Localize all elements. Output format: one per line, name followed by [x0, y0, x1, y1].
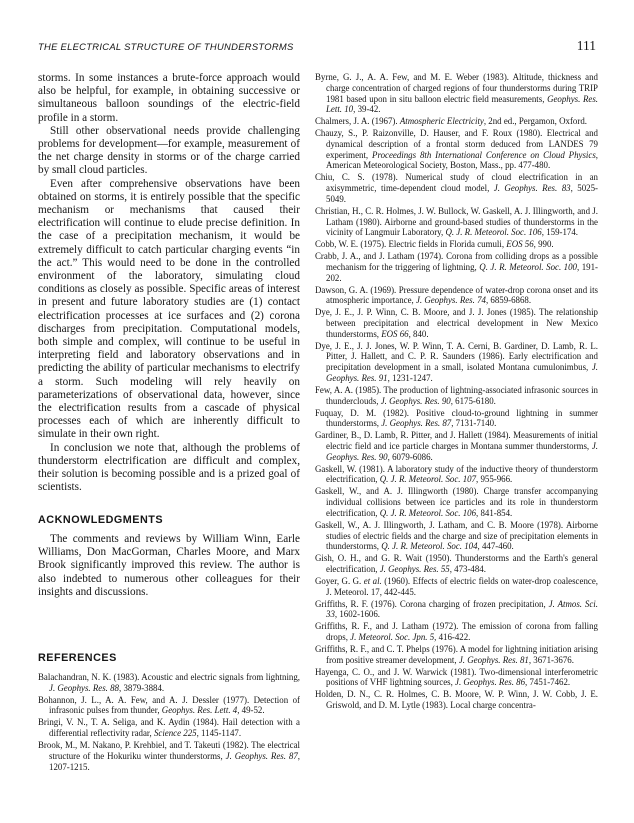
reference-pages: , 447-460. [477, 541, 514, 552]
reference-entry [315, 464, 598, 486]
reference-journal: J. Geophys. Res. 87 [225, 750, 298, 761]
reference-pages: , 990. [533, 239, 554, 250]
reference-entry [315, 430, 598, 462]
running-title: THE ELECTRICAL STRUCTURE OF THUNDERSTORMS [38, 41, 294, 52]
references-right-list [315, 72, 598, 712]
reference-text: Fuquay, D. M. (1982). Positive cloud-to-ground lightning in summer thunderstorms, [315, 407, 598, 429]
reference-journal: Q. J. R. Meteorol. Soc. 107 [379, 474, 477, 485]
references-left-list [38, 672, 300, 774]
reference-journal: EOS 56 [506, 239, 534, 250]
reference-journal: Q. J. R. Meteorol. Soc. 106 [379, 507, 477, 518]
page-number: 111 [576, 38, 596, 53]
reference-entry [315, 689, 598, 711]
reference-journal: J. Geophys. Res. 83 [493, 183, 571, 194]
reference-pages: , 473-484. [449, 564, 486, 574]
reference-text: Goyer, G. G. [315, 575, 364, 586]
reference-text: Crabb, J. A., and J. Latham (1974). Corona from colliding drops as a possible mechanism for the triggering of lightning, [315, 251, 598, 272]
reference-pages: , American Meteorological Society, Boston, Mass., pp. 477-480. [326, 149, 598, 171]
reference-journal: J. Geophys. Res. 91 [326, 362, 598, 383]
reference-entry [315, 307, 598, 339]
reference-pages: , 7451-7462. [525, 677, 571, 688]
reference-entry [315, 251, 598, 283]
reference-text: Chiu, C. S. (1978). Numerical study of cloud electrification in an axisymmetric, time-dependent cloud model, [315, 172, 598, 194]
reference-journal: J. Geophys. Res. 87 [381, 418, 452, 429]
reference-journal: J. Geophys. Res. 90 [380, 395, 451, 406]
reference-pages: , 1602-1606. [334, 609, 380, 620]
reference-text: Holden, D. N., C. R. Holmes, C. B. Moore, W. P. Winn, J. W. Cobb, J. E. Griswold, and D. M. Lytle (1983). Local charge concentra- [315, 689, 598, 711]
left-column-body [38, 72, 300, 495]
reference-entry [38, 717, 300, 739]
reference-pages: , 5025-5049. [326, 183, 598, 204]
reference-pages: , 955-966. [476, 474, 513, 485]
reference-journal: Atmospheric Electricity [399, 116, 484, 127]
reference-journal: Geophys. Res. Lett. 4 [161, 705, 238, 716]
reference-entry [38, 740, 300, 772]
reference-pages: , 49-52. [237, 705, 265, 716]
reference-entry [38, 695, 300, 717]
reference-pages: , 416-422. [434, 632, 471, 643]
reference-text: Hayenga, C. O., and J. W. Warwick (1981). Two-dimensional interferometric positions of VHF lightning sources, [315, 666, 598, 688]
acknowledgments-text: The comments and reviews by William Winn, Earle Williams, Don MacGorman, Charles Moore, and Marx Brook significantly improved this review. The author is also indebted to numerous other colleagues for their insights and discussions. [38, 533, 300, 598]
reference-journal: J. Geophys. Res. 88 [49, 682, 119, 693]
reference-entry [315, 408, 598, 430]
reference-entry [315, 621, 598, 643]
reference-entry [315, 553, 598, 575]
reference-text: Griffiths, R. F., and C. T. Phelps (1976). A model for lightning initiation arising from positive streamer development, [315, 644, 598, 665]
reference-journal: J. Geophys. Res. 90 [326, 441, 598, 462]
reference-text: Griffiths, R. F., and J. Latham (1972). The emission of corona from falling drops, [315, 621, 598, 643]
reference-text: Gish, O. H., and G. R. Wait (1950). Thunderstorms and the Earth's general electrification, [315, 553, 598, 574]
reference-pages: , 6175-6180. [450, 395, 496, 406]
reference-text: Bohannon, J. L., A. A. Few, and A. J. Dessler (1977). Detection of infrasonic pulses from thunder, [38, 694, 300, 716]
reference-pages: (1960). Effects of electric fields on water-drop coalescence, J. Meteorol. 17, 442-445. [326, 575, 598, 597]
reference-entry [315, 172, 598, 204]
body-paragraph: storms. In some instances a brute-force approach would also be helpful, for example, in obtaining successive or simultaneous balloon soundings of the electric-field profile in a storm. [38, 72, 300, 124]
page-header [38, 38, 596, 57]
reference-pages: , 841-854. [476, 507, 513, 518]
reference-journal: Q. J. R. Meteorol. Soc. 100 [479, 261, 577, 272]
reference-pages: , 3879-3884. [119, 682, 165, 693]
reference-text: Few, A. A. (1985). The production of lightning-associated infrasonic sources in thunderclouds, [315, 384, 598, 406]
reference-entry [315, 385, 598, 407]
reference-text: Balachandran, N. K. (1983). Acoustic and electric signals from lightning, [38, 672, 300, 682]
reference-journal: J. Geophys. Res. 74 [415, 295, 486, 306]
reference-pages: , 39-42. [353, 104, 381, 115]
reference-entry [315, 239, 598, 250]
reference-journal: J. Meteorol. Soc. Jpn. 5 [350, 632, 435, 643]
reference-journal: J. Atmos. Sci. 33 [326, 598, 598, 620]
reference-pages: , 191-202. [326, 261, 598, 283]
reference-text: Chalmers, J. A. (1967). [315, 116, 400, 127]
reference-entry [315, 128, 598, 171]
reference-journal: J. Geophys. Res. 86 [455, 677, 526, 688]
reference-journal: et al. [363, 575, 382, 586]
reference-entry [315, 341, 598, 384]
reference-text: Dye, J. E., J. J. Jones, W. P. Winn, T. A. Cerni, B. Gardiner, D. Lamb, R. L. Pitter, J. Hallett, and C. P. R. Saunders (1986). Early electrification and precipitation development in a small, isolated Montana cumulonimbus, [315, 340, 598, 373]
reference-journal: J. Geophys. Res. 55 [379, 564, 450, 574]
reference-text: Dye, J. E., J. P. Winn, C. B. Moore, and J. J. Jones (1985). The relationship between precipitation and electrical development in New Mexico thunderstorms, [315, 307, 598, 339]
reference-text: Gardiner, B., D. Lamb, R. Pitter, and J. Hallett (1984). Measurements of initial electric field and ice particle charges in Montana summer thunderstorms, [315, 430, 598, 451]
reference-journal: EOS 66 [381, 328, 409, 339]
reference-entry [315, 576, 598, 598]
reference-pages: , 2nd ed., Pergamon, Oxford. [483, 116, 587, 127]
reference-entry [315, 285, 598, 307]
reference-text: Dawson, G. A. (1969). Pressure dependence of water-drop corona onset and its atmospheric importance, [315, 284, 598, 306]
reference-journal: J. Geophys. Res. 81 [458, 654, 529, 665]
reference-entry [315, 72, 598, 115]
reference-text: Gaskell, W., A. J. Illingworth, J. Latham, and C. B. Moore (1978). Airborne studies of electric fields and the charge and size of precipitation elements in thunderstorms, [315, 519, 598, 552]
reference-entry [315, 116, 598, 127]
reference-journal: Proceedings 8th International Conference on Cloud Physics [372, 149, 596, 160]
reference-pages: , 7131-7140. [451, 418, 497, 429]
reference-entry [315, 667, 598, 689]
body-paragraph: Even after comprehensive observations have been obtained on storms, it is entirely possible that the specific mechanism or mechanisms that caused their electrification will continue to elude precise definition. In the case of a precipitation mechanism, it would be extremely difficult to catch particular charging events “in the act.” This would need to be done in the controlled environment of the laboratory, simulating cloud conditions as closely as possible. Specific areas of interest in present and future laboratory studies are (1) contact electrification processes at ice surfaces and (2) corona discharges from precipitation. Computational models, both simple and complex, will continue to be useful in interpreting field and laboratory observations and in predicting the ability of particular mechanisms to electrify a storm. Such modeling will rely heavily on parameterizations of observational data, however, since the electrification results from a cascade of physical processes each of which are inherently difficult to simulate in their own right. [38, 177, 300, 441]
reference-text: Cobb, W. E. (1975). Electric fields in Florida cumuli, [315, 239, 507, 250]
reference-journal: Q. J. R. Meteorol. Soc. 104 [381, 541, 478, 552]
reference-entry [315, 520, 598, 552]
reference-pages: , 159-174. [541, 227, 578, 238]
reference-text: Chauzy, S., P. Raizonville, D. Hauser, and F. Roux (1980). Electrical and dynamical description of a frontal storm deduced from LANDES 79 experiment, [315, 128, 598, 160]
reference-entry [38, 672, 300, 694]
reference-text: Gaskell, W., and A. J. Illingworth (1980). Charge transfer accompanying individual collisions between ice particles and its role in thunderstorm electrification, [315, 486, 598, 518]
reference-pages: , 1145-1147. [196, 728, 242, 739]
reference-text: Christian, H., C. R. Holmes, J. W. Bullock, W. Gaskell, A. J. Illingworth, and J. Latham (1980). Airborne and ground-based studies of thunderstorms in the vicinity of Langmuir Laboratory, [315, 205, 598, 238]
references-heading: REFERENCES [38, 652, 117, 664]
reference-pages: , 6859-6868. [485, 295, 532, 306]
reference-text: Griffiths, R. F. (1976). Corona charging of frozen precipitation, [315, 598, 549, 609]
reference-journal: Q. J. R. Meteorol. Soc. 106 [445, 227, 542, 238]
reference-entry [315, 206, 598, 238]
reference-pages: , 3671-3676. [528, 654, 574, 665]
reference-pages: , 6079-6086. [387, 451, 433, 462]
reference-journal: Science 225 [153, 728, 197, 739]
reference-entry [315, 644, 598, 666]
reference-journal: Geophys. Res. Lett. 10 [326, 93, 598, 115]
acknowledgments-heading: ACKNOWLEDGMENTS [38, 514, 164, 526]
reference-pages: , 1231-1247. [387, 372, 433, 383]
body-paragraph: Still other observational needs provide challenging problems for development—for example, measurement of the net charge density in storms or of the charge carried by small cloud particles. [38, 124, 300, 177]
body-paragraph: In conclusion we note that, although the problems of thunderstorm electrification are difficult and complex, their solution is becoming possible and is a prized goal of scientists. [38, 441, 300, 494]
reference-text: Byrne, G. J., A. A. Few, and M. E. Weber (1983). Altitude, thickness and charge concentration of charged regions of four thunderstorms during TRIP 1981 based upon in situ balloon electric field measurements, [315, 72, 598, 104]
reference-entry [315, 599, 598, 621]
reference-entry [315, 486, 598, 518]
reference-text: Bringi, V. N., T. A. Seliga, and K. Aydin (1984). Hail detection with a differential reflectivity radar, [38, 717, 300, 739]
reference-pages: , 1207-1215. [49, 750, 300, 772]
reference-pages: , 840. [408, 328, 429, 339]
reference-text: Brook, M., M. Nakano, P. Krehbiel, and T. Takeuti (1982). The electrical structure of the Hokuriku winter thunderstorms, [38, 740, 300, 761]
reference-text: Gaskell, W. (1981). A laboratory study of the inductive theory of thunderstorm electrification, [315, 463, 598, 485]
